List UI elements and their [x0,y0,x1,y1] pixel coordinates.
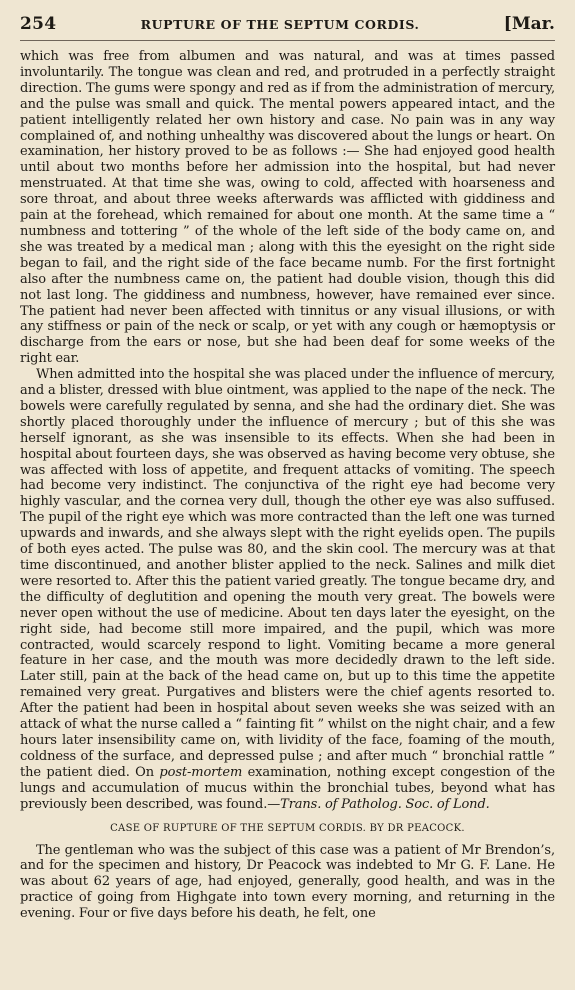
italic-term: post-mortem [159,764,243,780]
page-number: 254 [20,14,57,34]
paragraph-text: When admitted into the hospital she was placed under the influence of mercury, and a blister, dressed with blue ointment, was applied to the nape of the neck. The bowels were carefully regulated by senna, and she had the ordinary diet. She was shortly placed thoroughly under the influence of mercury ; but of this she was herself ignorant, as she was insensible to its effects. When she had been in hospital about fourteen days, she was observed as having become very obtuse, she was affected with loss of appetite, and frequent attacks of vomiting. The speech had become very indistinct. The conjunctiva of the right eye had become very highly vascular, and the cornea very dull, though the other eye was also suffused. The pupil of the right eye which was more contracted than the left one was turned upwards and inwards, and she always slept with the right eyelids open. The pupils of both eyes acted. The pulse was 80, and the skin cool. The mercury was at that time discontinued, and another blister applied to the neck. Salines and milk diet were resorted to. After this the patient varied greatly. The tongue became dry, and the difficulty of deglutition and opening the mouth very great. The bowels were never open without the use of medicine. About ten days later the eyesight, on the right side, had become still more impaired, and the pupil, which was more contracted, would scarcely respond to light. Vomiting became a more general feature in her case, and the mouth was more decidedly drawn to the left side. Later still, pain at the back of the head came on, but up to this time the appetite remained very great. Purgatives and blisters were the chief agents resorted to. After the patient had been in hospital about seven weeks she was seized with an attack of what the nurse called a “ fainting fit ” whilst on the night chair, and a few hours later insensibility came on, with lividity of the face, foaming of the mouth, coldness of the surface, and depressed pulse ; and after much “ bronchial rattle ” the patient died. On [20,367,555,780]
article-body [20,49,555,922]
journal-citation: Trans. of Patholog. Soc. of Lond. [280,796,490,812]
page-header [20,14,555,41]
case-title: CASE OF RUPTURE OF THE SEPTUM CORDIS. BY DR PEACOCK. [110,822,465,834]
paragraph-text-continued: examination, nothing except congestion of the lungs and accumulation of mucus within the bronchial tubes, beyond what has previously been described, was found.— [20,764,555,812]
issue-mark: [Mar. [503,14,555,34]
paragraph-second-case: The gentleman who was the subject of this case was a patient of Mr Brendon’s, and for the specimen and history, Dr Peacock was indebted to Mr G. F. Lane. He was about 62 years of age, had enjoyed, generally, good health, and was in the practice of going from Highgate into town every morning, and returning in the evening. Four or five days before his death, he felt, one [20,842,555,922]
paragraph-continued-case: which was free from albumen and was natural, and was at times passed involuntarily. The tongue was clean and red, and protruded in a perfectly straight direction. The gums were spongy and red as if from the administration of mercury, and the pulse was small and quick. The mental powers appeared intact, and the patient intelligently related her own history and case. No pain was in any way complained of, and nothing unhealthy was discovered about the lungs or heart. On examination, her history proved to be as follows :— She had enjoyed good health until about two months before her admission into the hospital, but had never menstruated. At that time she was, owing to cold, affected with hoarseness and sore throat, and about three weeks afterwards was afflicted with giddiness and pain at the forehead, which remained for about one month. At the same time a “ numbness and tottering ” of the whole of the left side of the body came on, and she was treated by a medical man ; along with this the eyesight on the right side began to fail, and the right side of the face became numb. For the first fortnight also after the numbness came on, the patient had double vision, though this did not last long. The giddiness and numbness, however, have remained ever since. The patient had never been affected with tinnitus or any visual illusions, or with any stiffness or pain of the neck or scalp, or yet with any cough or hæmoptysis or discharge from the ears or nose, but she had been deaf for some weeks of the right ear. [20,49,555,367]
running-title: RUPTURE OF THE SEPTUM CORDIS. [140,17,420,32]
paragraph-hospital-course [20,367,555,812]
